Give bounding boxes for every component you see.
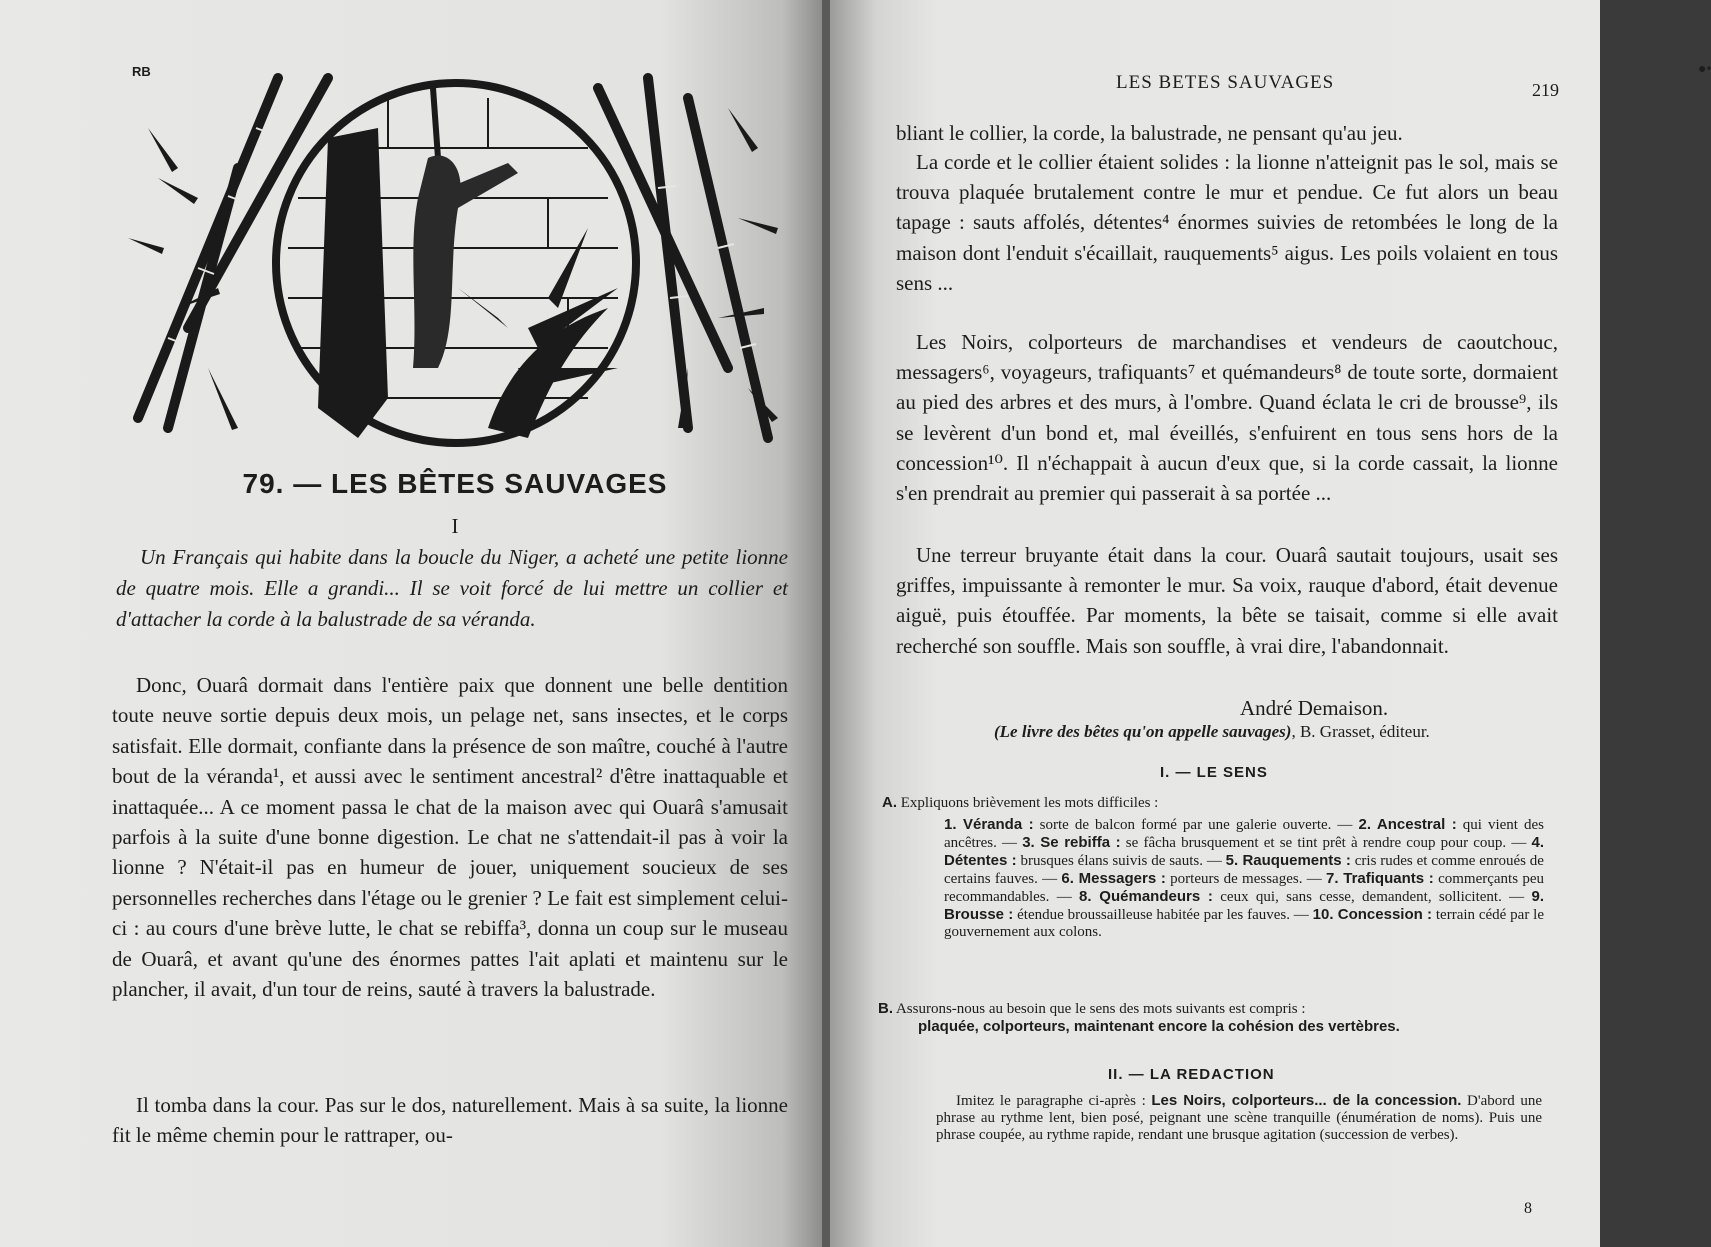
exercise-a-intro (882, 794, 1542, 812)
vocab-definition: terrain cédé par le gouvernement aux colons. (944, 907, 1545, 940)
exercise-heading-sens: I. — LE SENS (1160, 764, 1268, 781)
vocab-term: 6. Messagers : (1061, 870, 1166, 887)
section-number: I (451, 514, 459, 538)
exercise-heading-redaction: II. — LA REDACTION (1108, 1066, 1275, 1083)
exercise-letter: B. (878, 1000, 893, 1017)
body-paragraph: bliant le collier, la corde, la balustrade, ne pensant qu'au jeu. (896, 121, 1403, 145)
source-citation (994, 722, 1430, 742)
source-publisher: , B. Grasset, éditeur. (1291, 722, 1430, 741)
chapter-title: 79. — LES BÊTES SAUVAGES (242, 468, 668, 499)
vocab-term: 3. Se rebiffa : (1022, 834, 1121, 851)
body-paragraph: Donc, Ouarâ dormait dans l'entière paix que donnent une belle dentition toute neuve sortie depuis deux mois, un pelage net, sans insectes, et le corps satisfait. Elle dormait, confiante dans la présence de son maître, couché à l'autre bout de la véranda¹, et aussi avec le sentiment ancestral² d'être inattaquable et inattaquée... A ce moment passa le chat de la maison avec qui Ouarâ s'amusait parfois à la suite d'une bonne digestion. Le chat ne s'attendait-il pas à voir la lionne ? N'était-il pas en humeur de jouer, uniquement soucieux de ses personnelles recherches dans l'étage ou le grenier ? Le fait est simplement celui-ci : au cours d'une brève lutte, le chat se rebiffa³, donna un coup sur le museau de Ouarâ, et avant qu'une des énormes pattes l'ait aplati et maintenu sur le plancher, il avait, d'un tour de reins, sauté à travers la balustrade. (112, 673, 788, 1002)
vocab-definition: brusques élans suivis de sauts. — (1016, 853, 1226, 869)
body-paragraph: Il tomba dans la cour. Pas sur le dos, naturellement. Mais à sa suite, la lionne fit le même chemin pour le rattraper, ou- (112, 1093, 788, 1148)
left-page (0, 0, 824, 1247)
redaction-instructions (936, 1092, 1542, 1144)
vocab-definition: commerçants peu recommandables. — (944, 871, 1544, 905)
body-paragraph: Une terreur bruyante était dans la cour. Ouarâ sautait toujours, usait ses griffes, impuissante à remonter le mur. Sa voix, rauque d'abord, était devenue aiguë, puis étouffée. Par moments, la bête se taisait, comme si elle avait recherché son souffle. Mais son souffle, à vrai dire, l'abandonnait. (896, 543, 1558, 658)
author-name: André Demaison. (1240, 696, 1389, 720)
redaction-text-start: Imitez le paragraphe ci-après : (956, 1093, 1152, 1109)
vocab-term: 5. Rauquements : (1225, 852, 1351, 869)
body-paragraph: Les Noirs, colporteurs de marchandises et vendeurs de caoutchouc, messagers⁶, voyageurs, trafiquants⁷ et quémandeurs⁸ de toute sorte, dormaient au pied des arbres et des murs, à l'ombre. Quand éclata le cri de brousse⁹, ils se levèrent d'un bond et, mal éveillés, s'enfuirent en tous sens hors de la concession¹⁰. Il n'échappait à aucun d'eux que, si la corde cassait, la lionne s'en prendrait au premier qui passerait à sa portée ... (896, 330, 1558, 506)
vocab-definition: se fâcha brusquement et se tint prêt à rendre coup pour coup. — (1120, 835, 1532, 851)
vocab-definition: étendue broussailleuse habitée par les fauves. — (1013, 907, 1313, 923)
chapter-intro: Un Français qui habite dans la boucle du Niger, a acheté une petite lionne de quatre mois. Elle a grandi... Il se voit forcé de lui mettre un collier et d'attacher la corde à la balustrade de sa véranda. (116, 545, 788, 631)
vocab-definition: cris rudes et comme enroués de certains fauves. — (944, 853, 1544, 887)
exercise-b-words: plaquée, colporteurs, maintenant encore la cohésion des vertèbres. (918, 1018, 1400, 1035)
vocab-definition: sorte de balcon formé par une galerie ouverte. — (1033, 817, 1359, 833)
vocab-term: 7. Trafiquants : (1326, 870, 1434, 887)
signature-number: 8 (1524, 1200, 1532, 1217)
lioness-illustration (128, 68, 788, 458)
vocab-term: 8. Quémandeurs : (1079, 888, 1213, 905)
exercise-b-text: Assurons-nous au besoin que le sens des mots suivants est compris : (895, 1001, 1306, 1017)
redaction-text-end: D'abord une phrase au rythme lent, bien posé, peignant une scène tranquille (énumération de noms). Puis une phrase coupée, au rythme rapide, rendant une brusque agitation (succession de verbes). (936, 1093, 1542, 1143)
vocab-definition: porteurs de messages. — (1165, 871, 1327, 887)
exercise-a-text: Expliquons brièvement les mots difficiles : (900, 795, 1159, 811)
vocab-term: 4. Détentes : (944, 834, 1544, 869)
vocab-term: 9. Brousse : (944, 888, 1545, 923)
vocab-term: 10. Concession : (1312, 906, 1433, 923)
vocab-definition: ceux qui, sans cesse, demandent, sollicitent. — (1212, 889, 1532, 905)
page-number: 219 (1532, 80, 1559, 100)
redaction-quoted-passage: Les Noirs, colporteurs... de la concession. (1151, 1092, 1462, 1109)
vocab-definition: qui vient des ancêtres. — (944, 817, 1544, 851)
exercise-b (878, 1000, 1542, 1036)
body-paragraph: La corde et le collier étaient solides : la lionne n'atteignit pas le sol, mais se trouva plaquée brutalement contre le mur et pendue. Ce fut alors un beau tapage : sauts affolés, détentes⁴ énormes suivies de retombées le long de la maison dont l'enduit s'écaillait, rauquements⁵ aigus. Les poils volaient en tous sens ... (896, 150, 1558, 295)
vocab-term: 2. Ancestral : (1358, 816, 1457, 833)
exercise-letter: A. (882, 794, 897, 811)
source-title: (Le livre des bêtes qu'on appelle sauvages) (994, 722, 1292, 741)
running-head: LES BETES SAUVAGES (1116, 72, 1335, 93)
illustrator-mark: RB (132, 64, 151, 79)
vocabulary-list (944, 816, 1544, 941)
vocab-term: 1. Véranda : (944, 816, 1034, 833)
ink-spot: ●• (1698, 62, 1711, 77)
